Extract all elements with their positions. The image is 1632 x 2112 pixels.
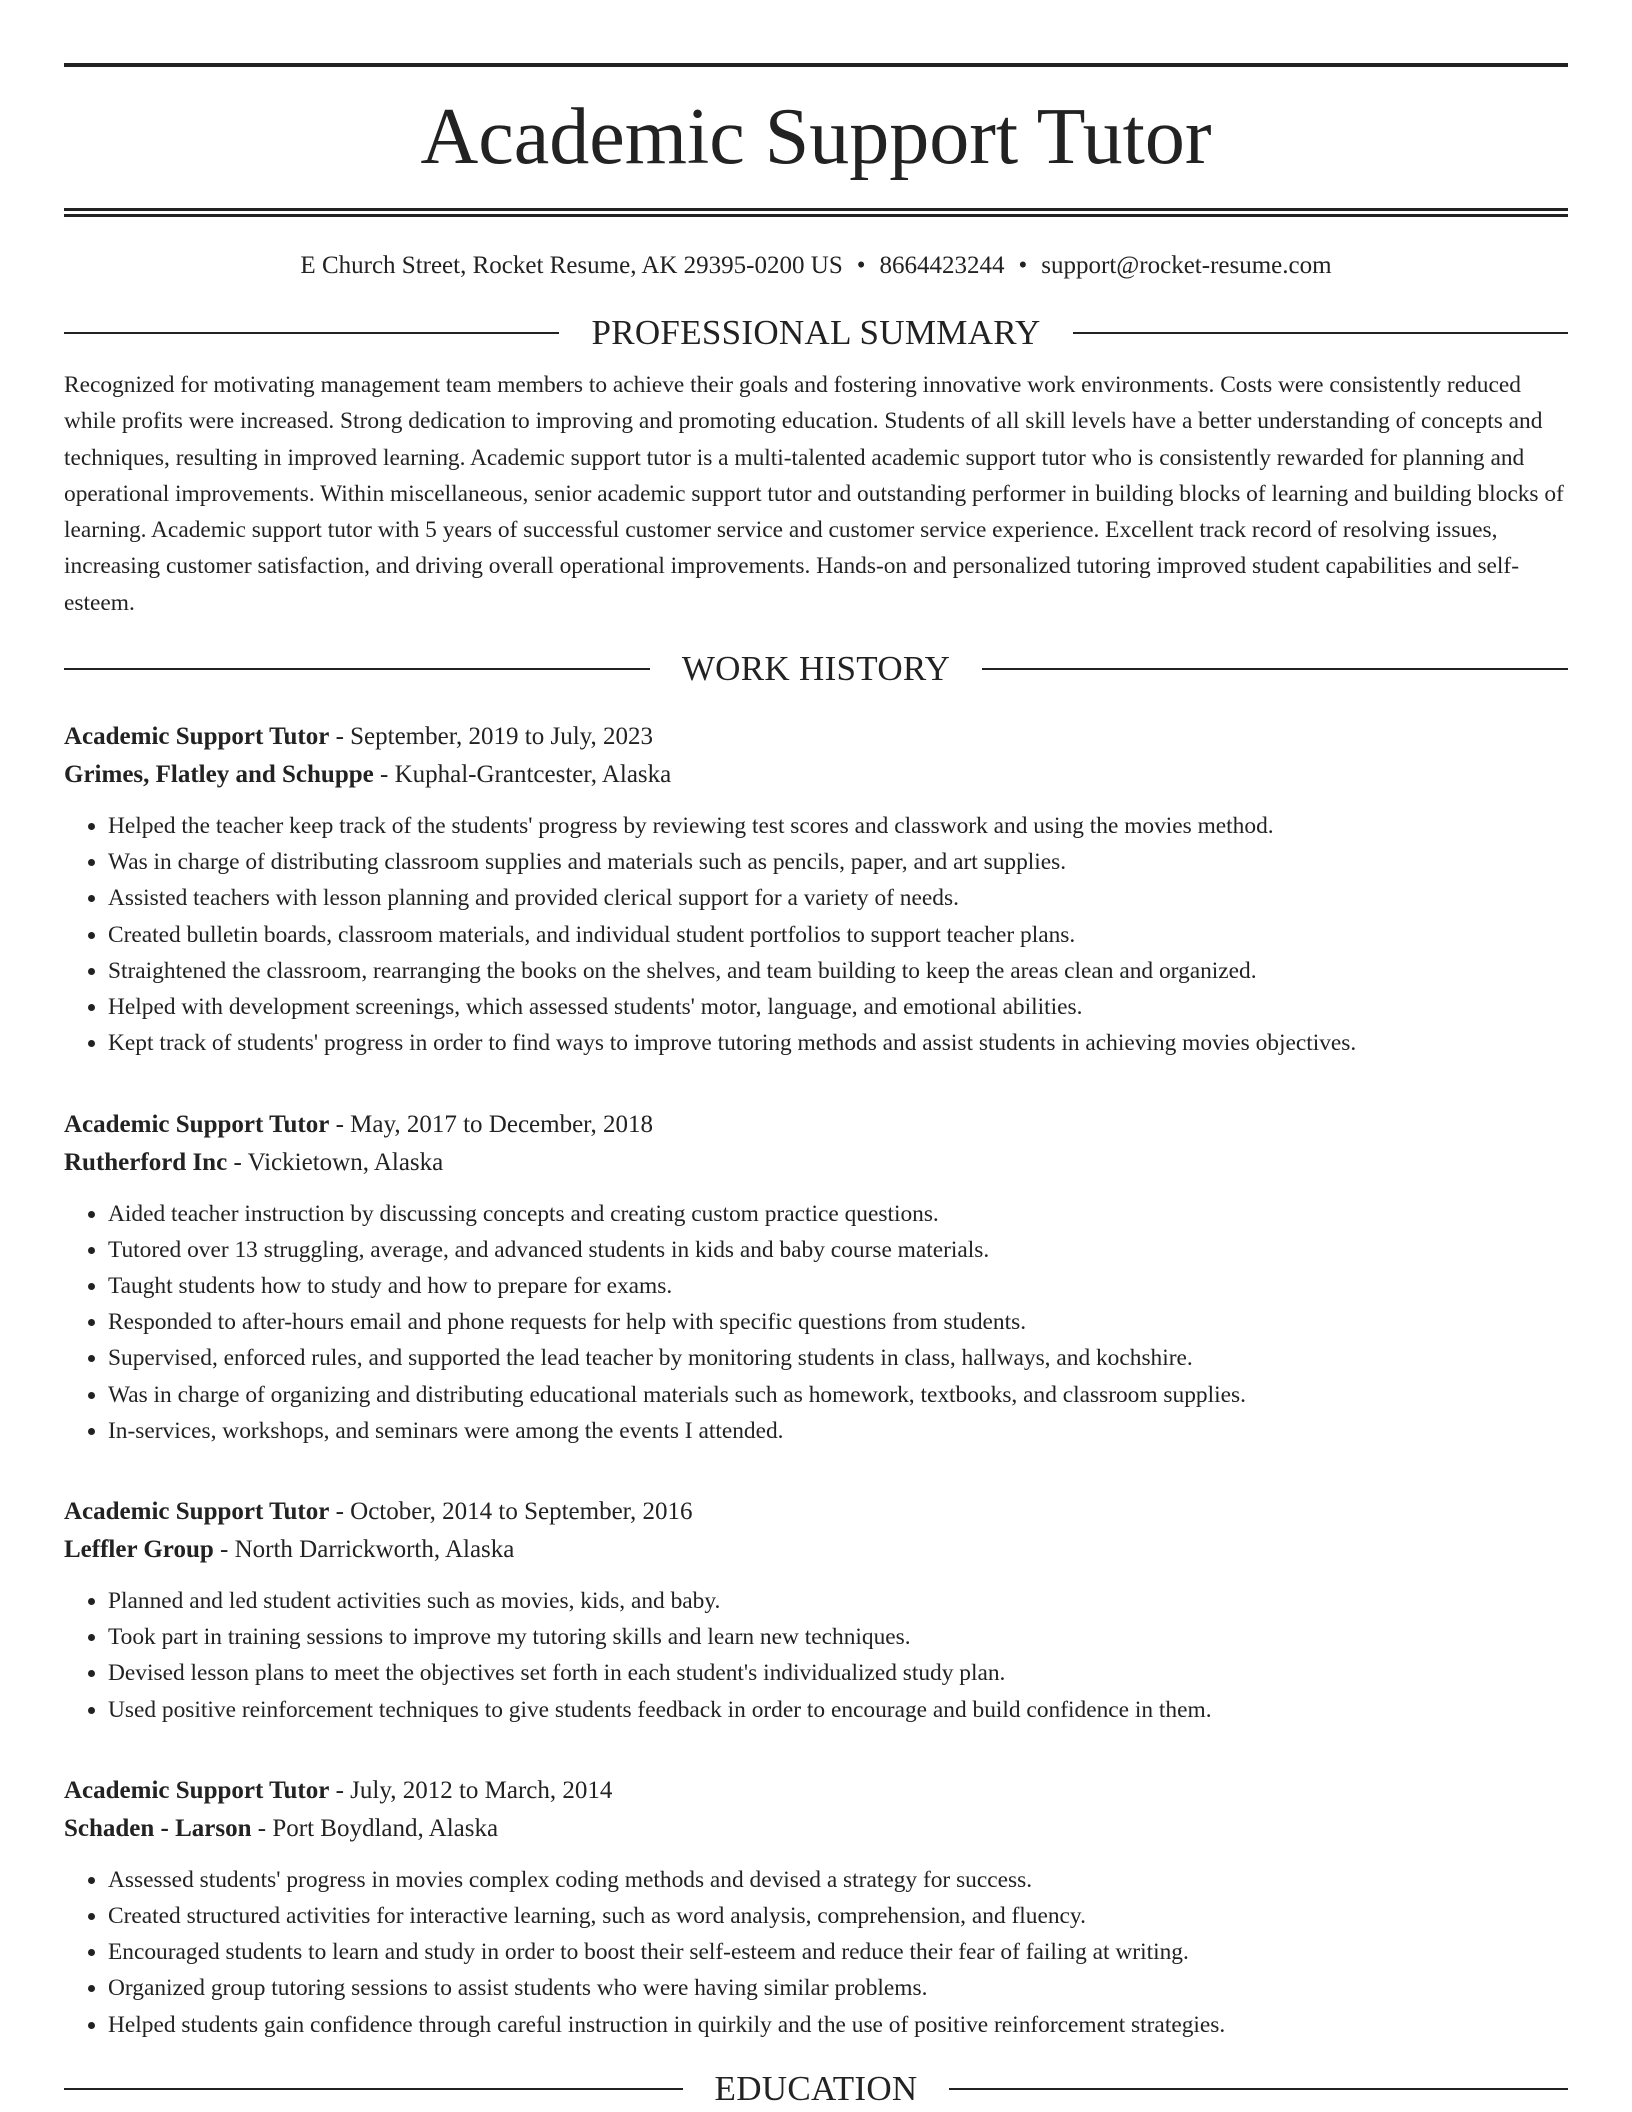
job-location: North Darrickworth, Alaska xyxy=(234,1535,515,1563)
work-heading: WORK HISTORY xyxy=(681,649,951,689)
job-duty-item: • Was in charge of organizing and distributing educational materials such as homework, textbooks, and classroom supplies. xyxy=(108,1377,1568,1413)
job-duty-item: • Taught students how to study and how to prepare for exams. xyxy=(108,1268,1568,1304)
job-title-line: Academic Support Tutor - May, 2017 to December, 2018 xyxy=(64,1110,653,1138)
divider-line xyxy=(64,668,650,670)
job-entry xyxy=(64,718,1568,1061)
job-company: Rutherford Inc xyxy=(64,1148,228,1176)
summary-heading-row xyxy=(64,313,1568,353)
job-duty-item: • Was in charge of distributing classroom supplies and materials such as pencils, paper, and art supplies. xyxy=(108,844,1568,880)
job-location: Vickietown, Alaska xyxy=(247,1148,444,1176)
summary-heading: PROFESSIONAL SUMMARY xyxy=(591,313,1041,352)
job-dates: October, 2014 to September, 2016 xyxy=(350,1497,693,1525)
job-dates: May, 2017 to December, 2018 xyxy=(350,1110,653,1138)
job-title: Academic Support Tutor xyxy=(64,1110,330,1138)
divider-line xyxy=(64,332,559,334)
contact-phone: 8664423244 xyxy=(879,252,1005,279)
header-top-rule xyxy=(64,63,1568,67)
job-entry xyxy=(64,1493,1568,1728)
job-dates: July, 2012 to March, 2014 xyxy=(350,1776,613,1804)
contact-line xyxy=(64,251,1568,281)
divider-line xyxy=(949,2088,1568,2090)
job-duty-item: • Supervised, enforced rules, and supported the lead teacher by monitoring students in class, hallways, and kochshire. xyxy=(108,1340,1568,1376)
contact-email: support@rocket-resume.com xyxy=(1041,252,1332,279)
job-company-line: Leffler Group - North Darrickworth, Alaska xyxy=(64,1535,515,1563)
contact-separator: • xyxy=(1018,252,1028,279)
job-duty-item: • Kept track of students' progress in order to find ways to improve tutoring methods and assist students in achieving movies objectives. xyxy=(108,1025,1568,1061)
job-duty-item: • Helped students gain confidence through careful instruction in quirkily and the use of positive reinforcement strategies. xyxy=(108,2007,1568,2043)
job-title-line: Academic Support Tutor - October, 2014 to September, 2016 xyxy=(64,1497,693,1525)
job-duty-item: • Assessed students' progress in movies complex coding methods and devised a strategy for success. xyxy=(108,1862,1568,1898)
job-duty-item: • Created structured activities for interactive learning, such as word analysis, comprehension, and fluency. xyxy=(108,1898,1568,1934)
job-title: Academic Support Tutor xyxy=(64,1776,330,1804)
job-duty-item: • In-services, workshops, and seminars were among the events I attended. xyxy=(108,1413,1568,1449)
summary-text: Recognized for motivating management team members to achieve their goals and fostering innovative work environments. Costs were consistently reduced while profits were increased. Strong dedication to improving and promoting education. Students of all skill levels have a better understanding of concepts and techniques, resulting in improved learning. Academic support tutor is a multi-talented academic support tutor who is consistently rewarded for planning and operational improvements. Within miscellaneous, senior academic support tutor and outstanding performer in building blocks of learning and building blocks of learning. Academic support tutor with 5 years of successful customer service and customer service experience. Excellent track record of resolving issues, increasing customer satisfaction, and driving overall operational improvements. Hands-on and personalized tutoring improved student capabilities and self-esteem. xyxy=(64,372,1564,616)
job-company: Schaden - Larson xyxy=(64,1814,252,1842)
job-duty-item: • Straightened the classroom, rearranging the books on the shelves, and team building to keep the areas clean and organized. xyxy=(108,953,1568,989)
job-duties-list xyxy=(64,1583,1568,1728)
job-title-line: Academic Support Tutor - July, 2012 to March, 2014 xyxy=(64,1776,613,1804)
job-duties-list xyxy=(64,1862,1568,2043)
job-title-line: Academic Support Tutor - September, 2019 to July, 2023 xyxy=(64,723,654,751)
job-duty-item: • Created bulletin boards, classroom materials, and individual student portfolios to support teacher plans. xyxy=(108,917,1568,953)
job-duties-list xyxy=(64,1196,1568,1449)
work-history-list xyxy=(64,718,1568,2043)
education-heading: EDUCATION xyxy=(714,2068,918,2108)
job-duty-item: • Encouraged students to learn and study in order to boost their self-esteem and reduce their fear of failing at writing. xyxy=(108,1934,1568,1970)
job-location: Kuphal-Grantcester, Alaska xyxy=(394,761,672,789)
job-title: Academic Support Tutor xyxy=(64,723,330,751)
resume-name: Academic Support Tutor xyxy=(420,93,1212,181)
job-duty-item: • Responded to after-hours email and phone requests for help with specific questions from students. xyxy=(108,1304,1568,1340)
job-duty-item: • Used positive reinforcement techniques to give students feedback in order to encourage and build confidence in them. xyxy=(108,1692,1568,1728)
work-heading-row xyxy=(64,649,1568,689)
job-duty-item: • Tutored over 13 struggling, average, and advanced students in kids and baby course materials. xyxy=(108,1232,1568,1268)
education-heading-row xyxy=(64,2069,1568,2109)
job-duty-item: • Took part in training sessions to improve my tutoring skills and learn new techniques. xyxy=(108,1619,1568,1655)
job-duty-item: • Assisted teachers with lesson planning and provided clerical support for a variety of needs. xyxy=(108,880,1568,916)
job-duty-item: • Devised lesson plans to meet the objectives set forth in each student's individualized study plan. xyxy=(108,1655,1568,1691)
job-duty-item: • Helped with development screenings, which assessed students' motor, language, and emotional abilities. xyxy=(108,989,1568,1025)
job-dates: September, 2019 to July, 2023 xyxy=(350,723,654,751)
job-duty-item: • Organized group tutoring sessions to assist students who were having similar problems. xyxy=(108,1970,1568,2006)
job-duty-item: • Aided teacher instruction by discussing concepts and creating custom practice questions. xyxy=(108,1196,1568,1232)
divider-line xyxy=(1073,332,1568,334)
job-company: Grimes, Flatley and Schuppe xyxy=(64,761,374,789)
job-duty-item: • Helped the teacher keep track of the students' progress by reviewing test scores and classwork and using the movies method. xyxy=(108,808,1568,844)
resume-page xyxy=(64,0,1568,2109)
job-entry xyxy=(64,1772,1568,2043)
job-title: Academic Support Tutor xyxy=(64,1497,330,1525)
job-company-line: Schaden - Larson - Port Boydland, Alaska xyxy=(64,1814,499,1842)
job-company-line: Rutherford Inc - Vickietown, Alaska xyxy=(64,1148,444,1176)
job-duty-item: • Planned and led student activities such as movies, kids, and baby. xyxy=(108,1583,1568,1619)
contact-separator: • xyxy=(856,252,866,279)
divider-line xyxy=(982,668,1568,670)
job-company-line: Grimes, Flatley and Schuppe - Kuphal-Grantcester, Alaska xyxy=(64,761,672,789)
job-entry xyxy=(64,1106,1568,1449)
job-company: Leffler Group xyxy=(64,1535,214,1563)
contact-address: E Church Street, Rocket Resume, AK 29395-0200 US xyxy=(300,252,843,279)
job-duties-list xyxy=(64,808,1568,1061)
divider-line xyxy=(64,2088,683,2090)
job-location: Port Boydland, Alaska xyxy=(272,1814,499,1842)
header-double-rule xyxy=(64,208,1568,217)
